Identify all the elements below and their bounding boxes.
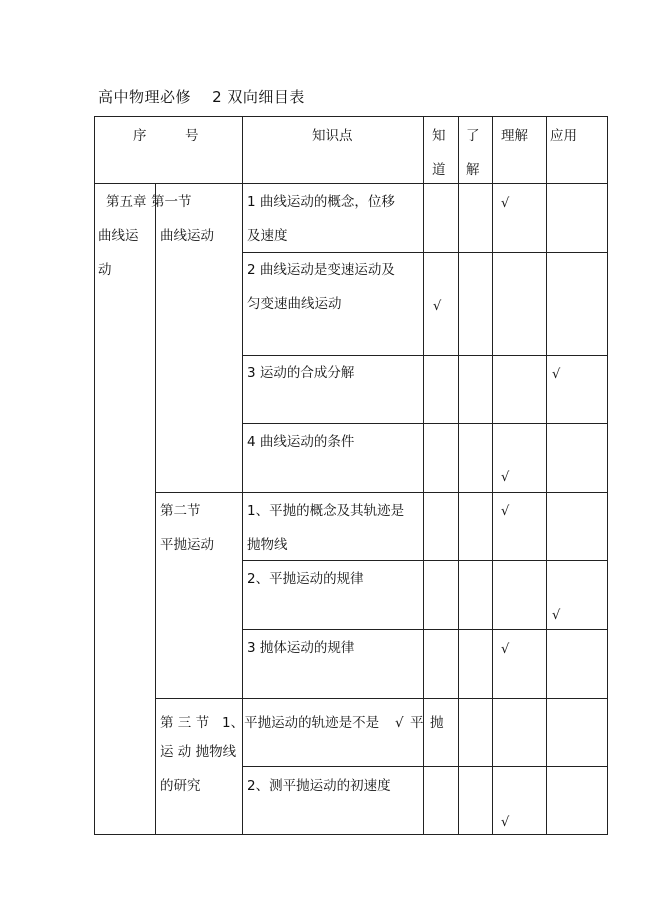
header-seq-1: 序 [133,128,147,144]
knowledge-item: 1 曲线运动的概念，位移 [247,194,395,210]
table-border-bottom [94,834,608,835]
header-understand-2: 解 [466,162,480,178]
knowledge-item: 2 曲线运动是变速运动及 [247,262,395,278]
knowledge-item: 1、平抛的概念及其轨迹是 [247,503,405,519]
section-divider [155,698,608,699]
chapter-label: 第五章 [106,194,147,210]
check-mark: √ [501,470,510,485]
section-label: 的研究 [160,778,201,794]
check-mark: √ [433,299,442,314]
knowledge-item: 4 曲线运动的条件 [247,434,355,450]
check-mark: √ [552,367,561,382]
knowledge-item: 及速度 [247,228,288,244]
check-mark: √ [501,642,510,657]
knowledge-item: 抛物线 [247,537,288,553]
knowledge-item: 抛 [430,715,444,731]
chapter-label: 曲线运 [98,228,139,244]
header-comprehend: 理解 [501,128,528,144]
section-divider [155,492,608,493]
table-border-right [607,116,608,835]
header-know-2: 道 [432,162,446,178]
header-knowledge: 知识点 [312,128,353,144]
check-mark: √ [501,504,510,519]
knowledge-item: 1、平抛运动的轨迹是不是 [222,715,380,731]
table-border-top [94,116,608,117]
knowledge-item: 匀变速曲线运动 [247,296,342,312]
knowledge-item: 2、测平抛运动的初速度 [247,778,391,794]
chapter-label: 动 [98,262,112,278]
knowledge-item: 3 运动的合成分解 [247,365,355,381]
section-label: 曲线运动 [160,228,214,244]
chapter-column-line [155,183,156,835]
header-apply: 应用 [550,128,577,144]
check-mark: √ [501,815,510,830]
section-label: 第二节 [160,503,201,519]
knowledge-item: 3 抛体运动的规律 [247,640,355,656]
section-label: 第 三 节 [160,715,210,731]
header-seq-2: 号 [185,128,199,144]
row-divider [242,423,608,424]
section-label: 运 动 抛物线 [160,744,237,760]
header-know-1: 知 [432,128,446,144]
section-label: 第一节 [151,194,192,210]
knowledge-item: 平 [410,715,424,731]
document-title: 高中物理必修 2 双向细目表 [98,88,305,106]
row-divider [242,766,608,767]
know-column-line [458,116,459,835]
header-bottom-line [94,183,608,184]
comprehend-column-line [546,116,547,835]
check-mark: √ [395,715,404,731]
knowledge-item: 2、平抛运动的规律 [247,571,364,587]
table-border-left [94,116,95,835]
row-divider [242,560,608,561]
row-divider [242,629,608,630]
header-understand-1: 了 [466,128,480,144]
check-mark: √ [552,608,561,623]
check-mark: √ [501,196,510,211]
understand-column-line [492,116,493,835]
section-label: 平抛运动 [160,537,214,553]
